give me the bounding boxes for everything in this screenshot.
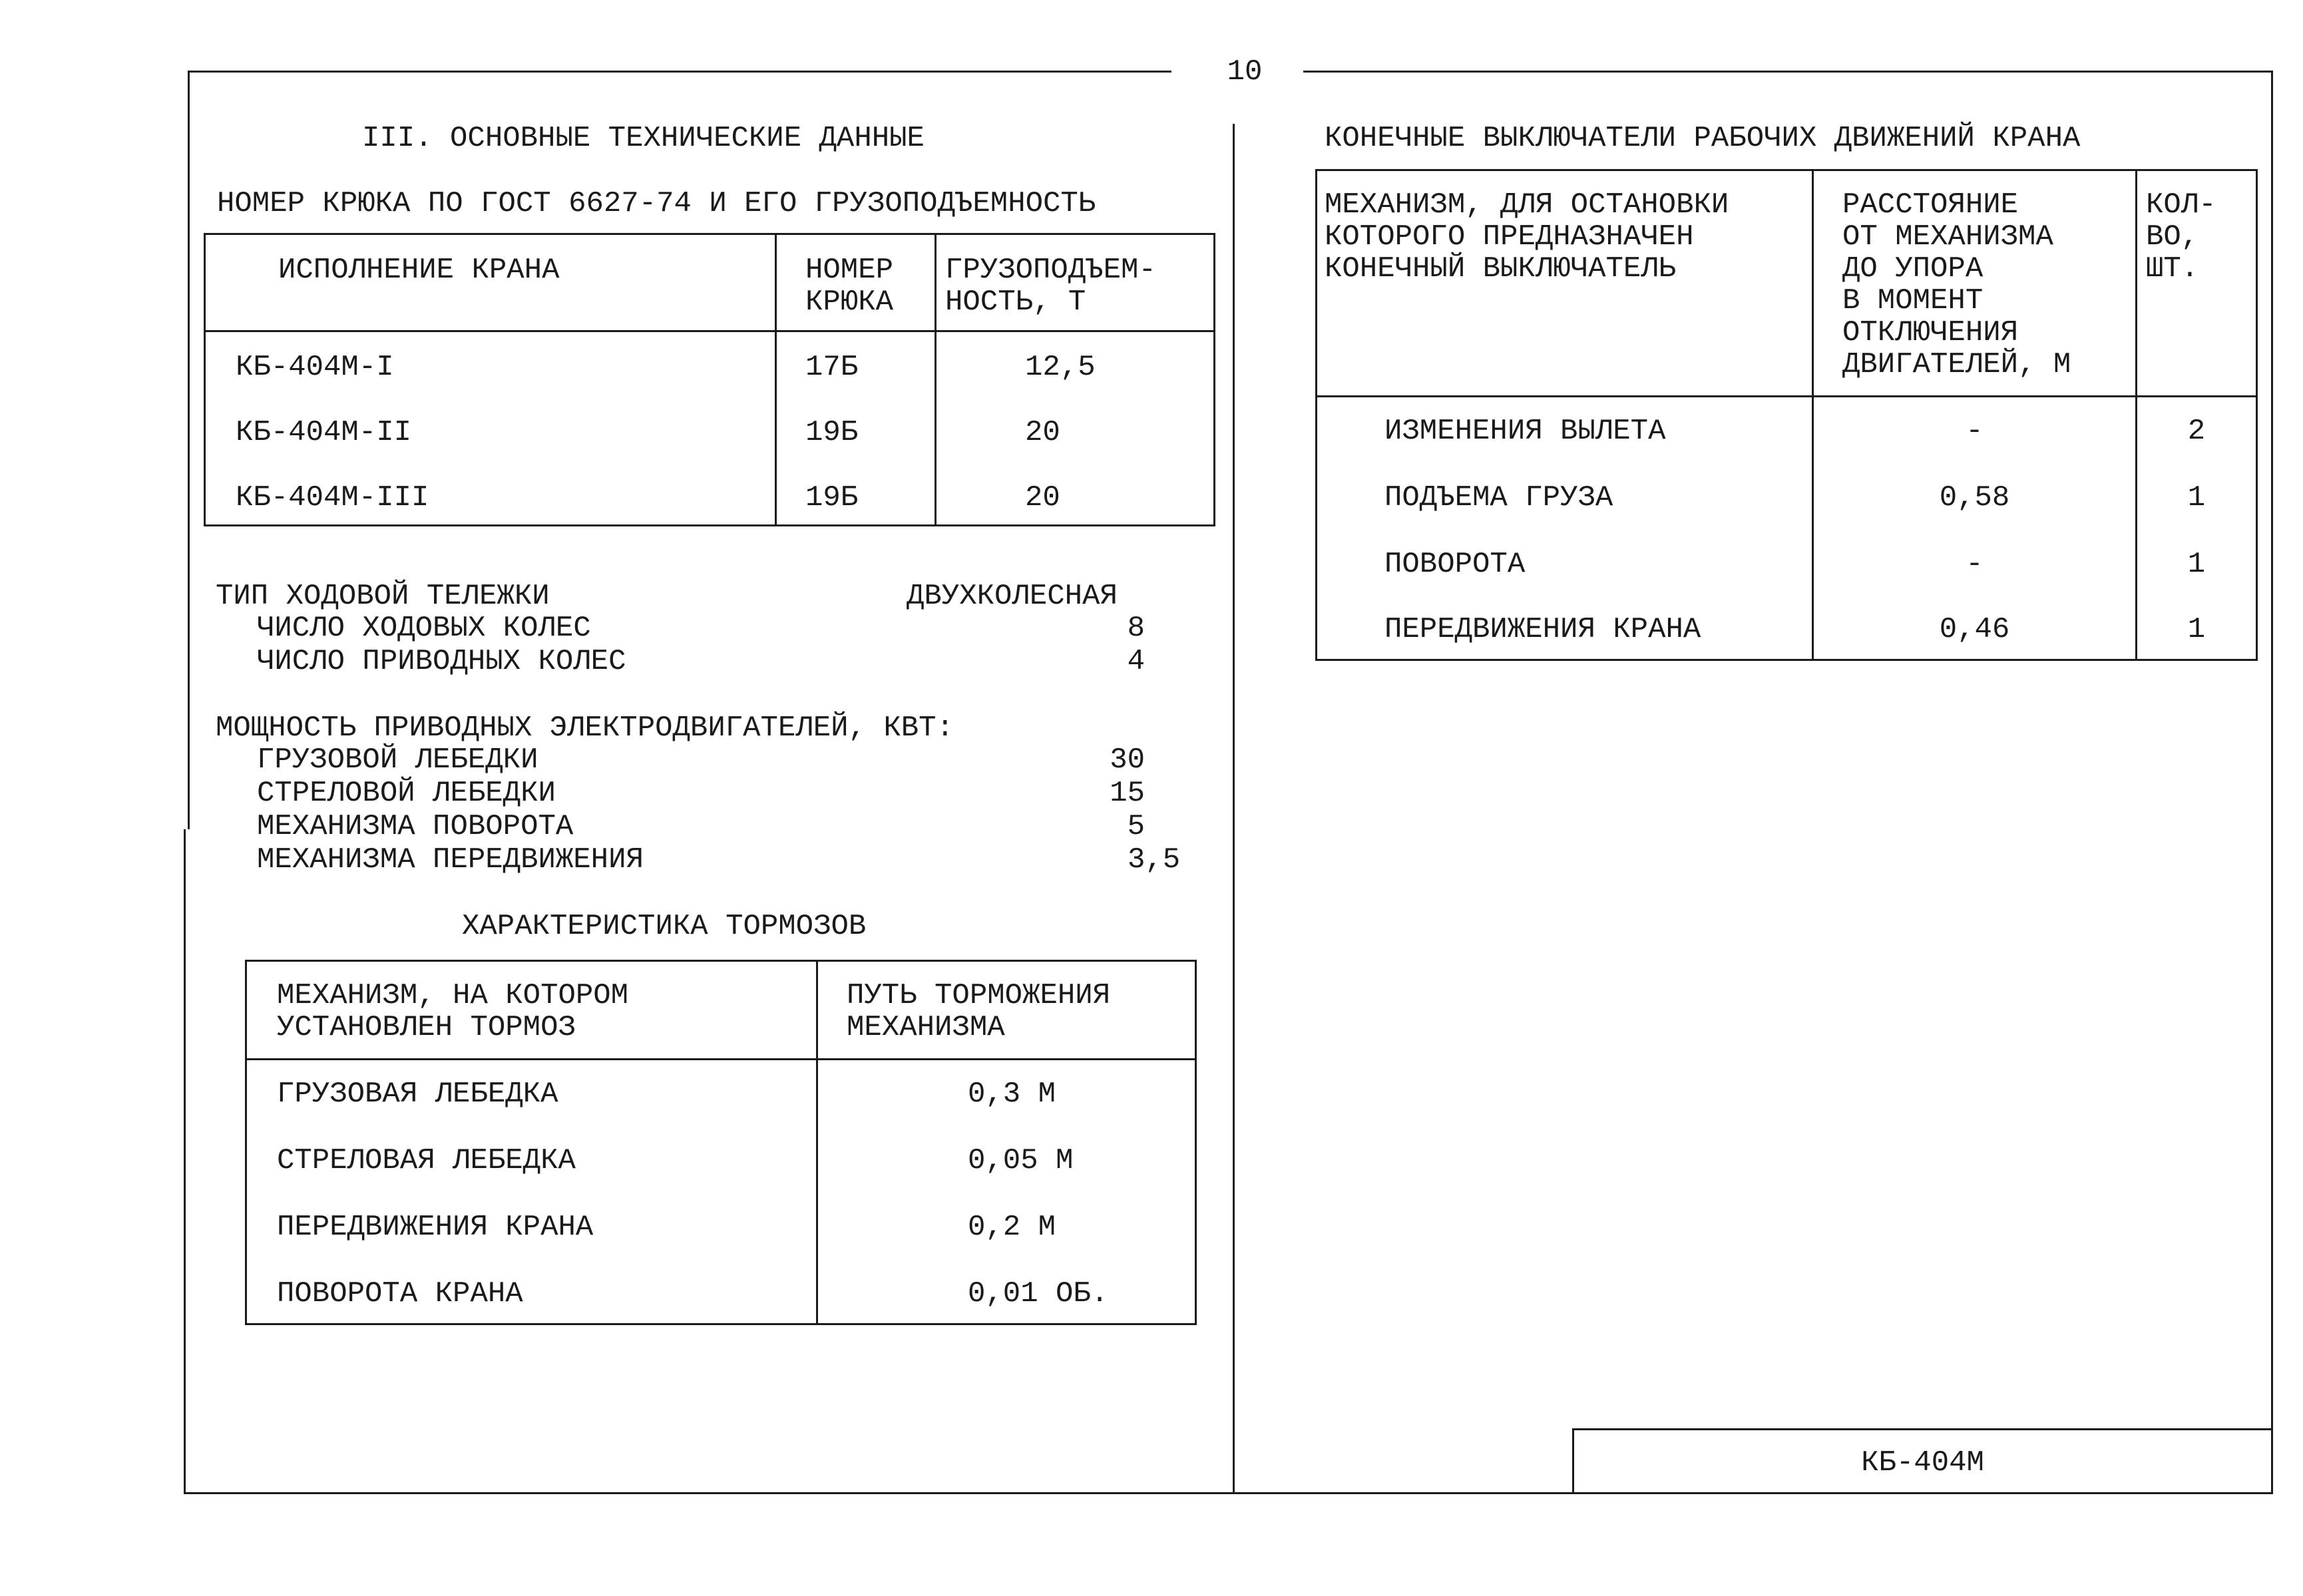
spec-value: 3,5 xyxy=(1128,843,1181,877)
table-border xyxy=(1315,659,2258,661)
table-border xyxy=(775,233,777,526)
column-header: ОТКЛЮЧЕНИЯ xyxy=(1842,316,2019,349)
table-border xyxy=(204,330,1215,332)
page-number: 10 xyxy=(1227,55,1263,89)
column-header: МЕХАНИЗМ, НА КОТОРОМ xyxy=(277,979,629,1012)
table-cell: ПОВОРОТА КРАНА xyxy=(277,1277,523,1310)
frame-left xyxy=(188,71,190,829)
table-border xyxy=(1213,233,1215,526)
spec-label: МЕХАНИЗМА ПЕРЕДВИЖЕНИЯ xyxy=(257,843,644,877)
frame-bottom xyxy=(184,1492,2273,1494)
table-cell: ГРУЗОВАЯ ЛЕБЕДКА xyxy=(277,1078,558,1111)
frame-top-right xyxy=(1303,71,2272,73)
table-cell: 20 xyxy=(1025,481,1060,514)
table-border xyxy=(816,960,818,1325)
column-header: КОТОРОГО ПРЕДНАЗНАЧЕН xyxy=(1325,220,1694,254)
column-header: РАССТОЯНИЕ xyxy=(1842,188,2019,222)
column-header: ГРУЗОПОДЪЕМ- xyxy=(945,254,1156,287)
table-cell: СТРЕЛОВАЯ ЛЕБЕДКА xyxy=(277,1144,576,1177)
table-border xyxy=(2135,169,2137,661)
column-header: ВО, xyxy=(2146,220,2199,254)
table-cell: 12,5 xyxy=(1025,351,1096,384)
frame-left-lower xyxy=(184,829,186,1494)
table-cell: ПЕРЕДВИЖЕНИЯ КРАНА xyxy=(277,1211,594,1244)
table-cell: 1 xyxy=(2187,481,2206,514)
column-header: УСТАНОВЛЕН ТОРМОЗ xyxy=(277,1011,576,1044)
drawing-code: КБ-404М xyxy=(1861,1446,1984,1480)
table-cell: ПОВОРОТА xyxy=(1384,548,1526,581)
spec-label: ГРУЗОВОЙ ЛЕБЕДКИ xyxy=(257,743,538,777)
table-cell: 0,3 М xyxy=(968,1078,1056,1111)
table-cell: 1 xyxy=(2187,548,2206,581)
column-header: КОНЕЧНЫЙ ВЫКЛЮЧАТЕЛЬ xyxy=(1325,252,1677,286)
table-cell: КБ-404М-III xyxy=(236,481,429,514)
column-header: ИСПОЛНЕНИЕ КРАНА xyxy=(278,254,560,287)
frame-right xyxy=(2271,71,2273,1494)
table-border xyxy=(1195,960,1197,1325)
table-border xyxy=(1812,169,1814,661)
title-block-border xyxy=(1572,1428,2273,1430)
hook-heading: НОМЕР КРЮКА ПО ГОСТ 6627-74 И ЕГО ГРУЗОПОДЪЕМНОСТЬ xyxy=(217,187,1096,220)
power-label: МОЩНОСТЬ ПРИВОДНЫХ ЭЛЕКТРОДВИГАТЕЛЕЙ, КВТ: xyxy=(216,711,954,745)
table-cell: ИЗМЕНЕНИЯ ВЫЛЕТА xyxy=(1384,415,1666,448)
spec-value: 4 xyxy=(1127,645,1145,678)
table-border xyxy=(245,960,247,1325)
table-border xyxy=(204,233,206,526)
table-cell: 2 xyxy=(2187,415,2206,448)
table-cell: 20 xyxy=(1025,416,1060,449)
limit-switches-title: КОНЕЧНЫЕ ВЫКЛЮЧАТЕЛИ РАБОЧИХ ДВИЖЕНИЙ КРАНА xyxy=(1325,122,2081,155)
table-cell: ПОДЪЕМА ГРУЗА xyxy=(1384,481,1613,514)
bogie-label: ТИП ХОДОВОЙ ТЕЛЕЖКИ xyxy=(216,580,550,613)
column-header: КРЮКА xyxy=(805,286,894,319)
column-header: КОЛ- xyxy=(2146,188,2216,222)
table-cell: 17Б xyxy=(805,351,859,384)
column-header: МЕХАНИЗМА xyxy=(847,1011,1005,1044)
table-border xyxy=(2256,169,2258,661)
spec-value: 30 xyxy=(1110,743,1145,777)
section-title: III. ОСНОВНЫЕ ТЕХНИЧЕСКИЕ ДАННЫЕ xyxy=(362,122,925,155)
table-border xyxy=(1315,395,2258,397)
column-header: ДВИГАТЕЛЕЙ, М xyxy=(1842,348,2071,381)
table-border xyxy=(245,1058,1197,1060)
table-border xyxy=(245,960,1197,962)
table-cell: 19Б xyxy=(805,416,859,449)
column-header: НОСТЬ, Т xyxy=(945,286,1086,319)
table-cell: 0,2 М xyxy=(968,1211,1056,1244)
column-header: ШТ. xyxy=(2146,252,2199,286)
frame-top-left xyxy=(189,71,1171,73)
table-cell: 0,46 xyxy=(1939,613,2010,646)
table-border xyxy=(1315,169,2258,171)
brakes-title: ХАРАКТЕРИСТИКА ТОРМОЗОВ xyxy=(462,910,867,943)
table-cell: 0,05 М xyxy=(968,1144,1074,1177)
table-cell: ПЕРЕДВИЖЕНИЯ КРАНА xyxy=(1384,613,1701,646)
column-header: МЕХАНИЗМ, ДЛЯ ОСТАНОВКИ xyxy=(1325,188,1729,222)
table-cell: 0,01 ОБ. xyxy=(968,1277,1109,1310)
center-divider xyxy=(1233,124,1235,1494)
table-cell: 19Б xyxy=(805,481,859,514)
table-border xyxy=(935,233,937,526)
column-header: ОТ МЕХАНИЗМА xyxy=(1842,220,2053,254)
table-cell: - xyxy=(1966,548,1984,581)
spec-label: ЧИСЛО ПРИВОДНЫХ КОЛЕС xyxy=(257,645,626,678)
table-border xyxy=(1315,169,1317,661)
table-border xyxy=(245,1323,1197,1325)
spec-value: 15 xyxy=(1110,777,1145,810)
table-cell: - xyxy=(1966,415,1984,448)
column-header: В МОМЕНТ xyxy=(1842,284,1984,317)
table-border xyxy=(204,524,1215,526)
spec-value: 5 xyxy=(1127,810,1145,843)
table-border xyxy=(204,233,1215,235)
column-header: ДО УПОРА xyxy=(1842,252,1984,286)
table-cell: 1 xyxy=(2187,613,2206,646)
spec-label: МЕХАНИЗМА ПОВОРОТА xyxy=(257,810,574,843)
table-cell: 0,58 xyxy=(1939,481,2010,514)
table-cell: КБ-404М-I xyxy=(236,351,394,384)
spec-label: ЧИСЛО ХОДОВЫХ КОЛЕС xyxy=(257,612,591,645)
table-cell: КБ-404М-II xyxy=(236,416,412,449)
spec-label: СТРЕЛОВОЙ ЛЕБЕДКИ xyxy=(257,777,556,810)
spec-value: 8 xyxy=(1127,612,1145,645)
column-header: НОМЕР xyxy=(805,254,894,287)
bogie-value: ДВУХКОЛЕСНАЯ xyxy=(907,580,1118,613)
column-header: ПУТЬ ТОРМОЖЕНИЯ xyxy=(847,979,1111,1012)
